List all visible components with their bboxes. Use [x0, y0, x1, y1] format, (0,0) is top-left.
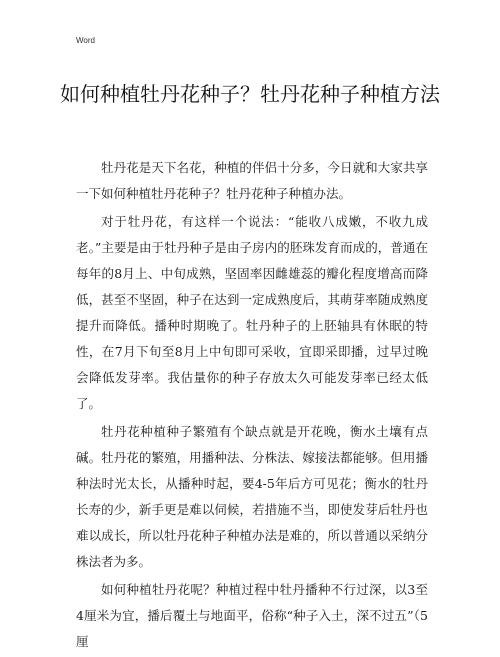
paragraph-3: 牡丹花种植种子繁殖有个缺点就是开花晚，衡水土壤有点碱。牡丹花的繁殖，用播种法、分株法、嫁接法都能够。但用播种法时光太长，从播种时起，要4-5年后方可见花；衡水的牡丹长寿的少，新手更是难以伺候，若措施不当，即使发芽后牡丹也难以成长，所以牡丹花种子种植办法是难的，所以普通以采纳分株法者为多。	[76, 424, 428, 569]
paragraph-2: 对于牡丹花，有这样一个说法：“能收八成嫩，不收九成老。”主要是由于牡丹种子是由子房内的胚珠发育而成的，普通在每年的8月上、中旬成熟，坚固率因雌雄蕊的瓣化程度增高而降低，甚至不坚固，种子在达到一定成熟度后，其萌芽率随成熟度提升而降低。播种时期晚了。牡丹种子的上胚轴具有休眠的特性，在7月下旬至8月上中旬即可采收，宜即采即播，过早过晚会降低发芽率。我估量你的种子存放太久可能发芽率已经太低了。	[76, 214, 428, 411]
header-app-label: Word	[76, 36, 95, 45]
document-body	[76, 155, 428, 657]
paragraph-4: 如何种植牡丹花呢？种植过程中牡丹播种不行过深，以3至4厘米为宜，播后覆土与地面平，俗称“种子入土，深不过五”（5厘	[76, 582, 428, 649]
paragraph-1: 牡丹花是天下名花，种植的伴侣十分多，今日就和大家共享一下如何种植牡丹花种子？牡丹花种子种植办法。	[76, 160, 428, 201]
document-title: 如何种植牡丹花种子？牡丹花种子种植方法	[60, 82, 440, 106]
